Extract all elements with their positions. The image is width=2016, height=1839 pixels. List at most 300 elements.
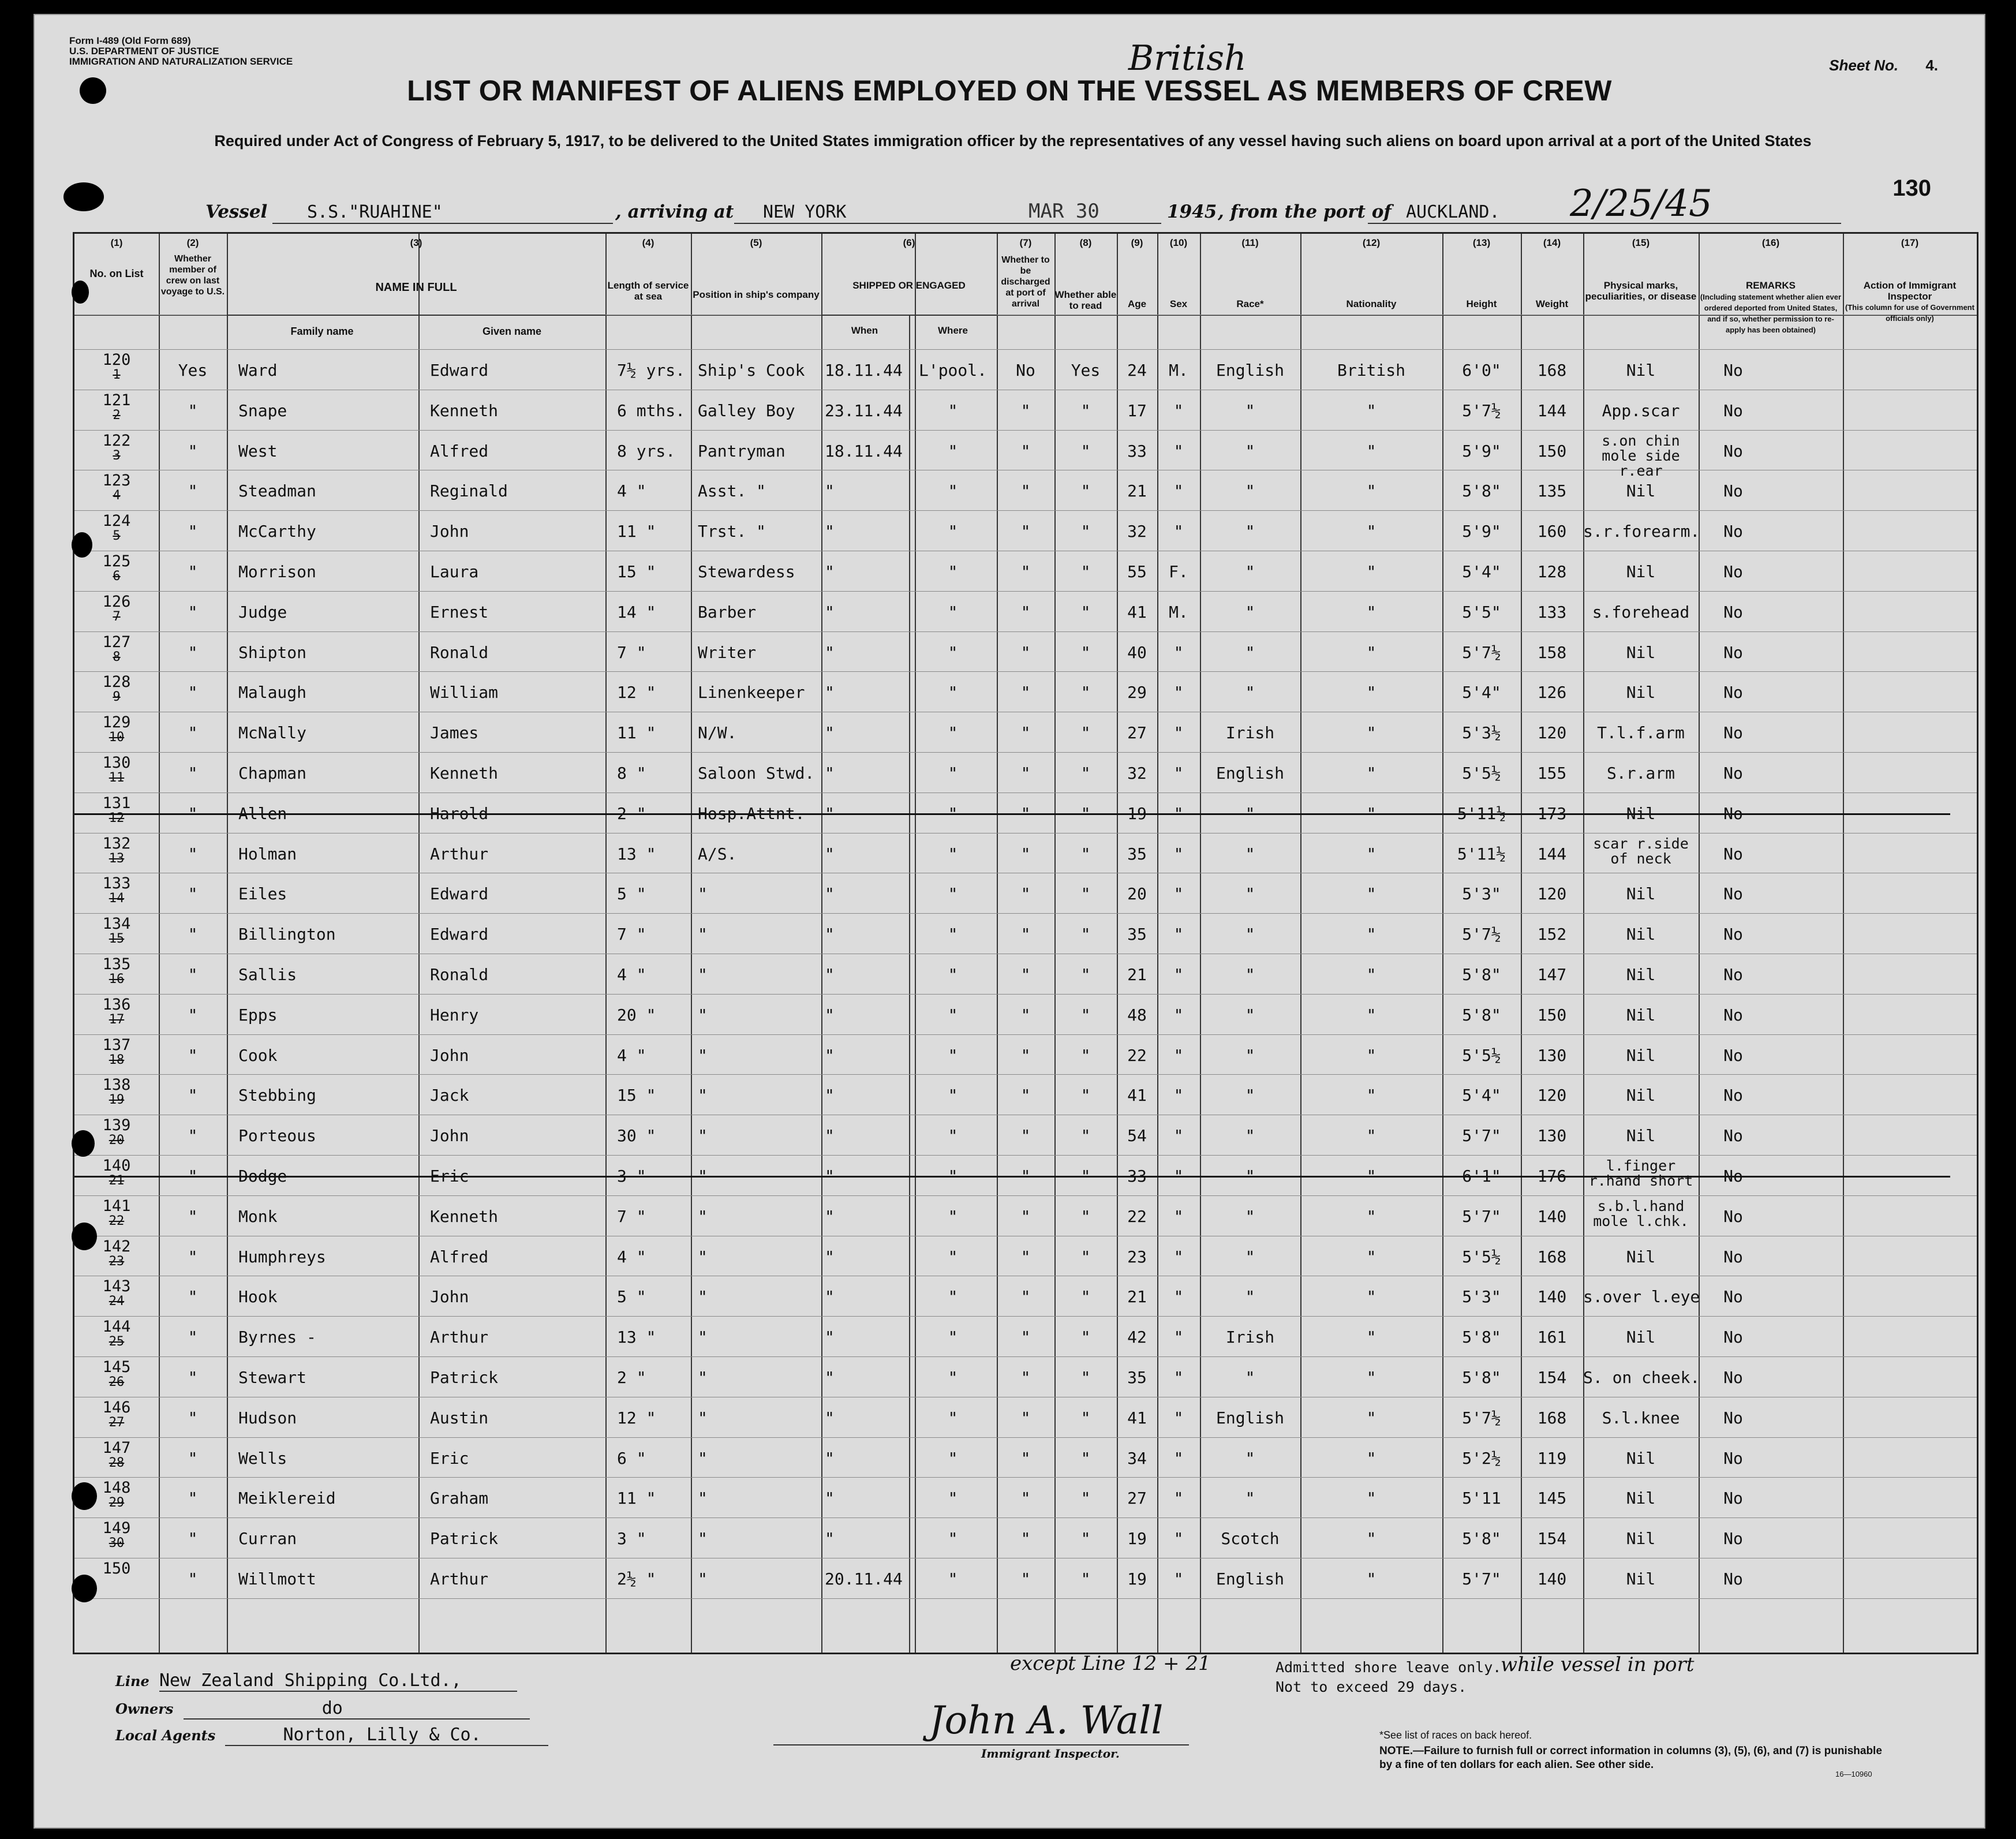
cell-race: " [1245,1005,1255,1025]
cell-physical: Nil [1626,1005,1656,1025]
cell-where: " [948,1287,958,1307]
cell-height: 5'7" [1462,1126,1501,1146]
cell-age: 23 [1127,1247,1147,1266]
column-number: (12) [1362,237,1381,248]
cell-age: 41 [1127,1086,1147,1105]
from-label: , from the port of [1218,201,1392,222]
cell-physical: Nil [1626,1126,1656,1146]
cell-length: 12 " [617,1408,656,1427]
cell-discharged: " [1020,1045,1031,1065]
header-weight: Weight [1535,298,1569,309]
cell-discharged: " [1020,1167,1031,1186]
cell-height: 5'7" [1462,1569,1501,1588]
cell-race: " [1245,522,1255,541]
cell-remarks: No [1723,965,1743,984]
cell-sex: " [1173,401,1184,420]
cell-discharged: " [1020,1448,1031,1468]
cell-sex: " [1173,764,1184,783]
cell-length: 2 " [617,803,646,823]
cell-given: Edward [430,361,489,380]
row-old-no: 18 [109,1052,125,1067]
cell-height: 6'1" [1462,1167,1501,1186]
department-name: U.S. DEPARTMENT OF JUSTICE [69,46,219,57]
table-row [74,1356,1977,1397]
cell-when: " [825,522,835,541]
cell-sex: " [1173,1489,1184,1508]
cell-weight: 119 [1537,1448,1567,1468]
cell-family: Morrison [238,562,316,581]
cell-member: " [188,1569,198,1588]
cell-family: Stewart [238,1368,307,1387]
cell-discharged: " [1020,1005,1031,1025]
cell-nationality: " [1366,723,1377,743]
cell-race: " [1245,642,1255,662]
cell-nationality: " [1366,1086,1377,1105]
table-row [74,1316,1977,1356]
row-old-no: 24 [109,1294,125,1309]
cell-race: English [1215,361,1284,380]
cell-read: " [1080,1167,1091,1186]
cell-family: Billington [238,925,336,944]
header-family-name: Family name [290,326,354,337]
row-no: 145 [102,1358,131,1376]
cell-height: 5'5½ [1462,1045,1501,1065]
cell-length: 11 " [617,522,656,541]
cell-nationality: British [1337,361,1405,380]
cell-nationality: " [1366,884,1377,904]
table-row [74,631,1977,672]
cell-height: 5'7½ [1462,642,1501,662]
cell-member: " [188,522,198,541]
cell-weight: 130 [1537,1126,1567,1146]
cell-member: " [188,803,198,823]
row-no: 141 [102,1197,131,1215]
cell-given: Jack [430,1086,469,1105]
cell-height: 5'9" [1462,522,1501,541]
cell-remarks: No [1723,481,1743,501]
cell-nationality: " [1366,522,1377,541]
row-old-no: 10 [109,730,125,745]
cell-sex: " [1173,1448,1184,1468]
cell-age: 40 [1127,642,1147,662]
cell-position: Trst. " [698,522,766,541]
cell-member: " [188,925,198,944]
cell-length: 7 " [617,1206,646,1226]
cell-read: " [1080,562,1091,581]
cell-when: " [825,723,835,743]
cell-physical: Nil [1626,562,1656,581]
cell-age: 55 [1127,562,1147,581]
cell-member: " [188,884,198,904]
cell-read: " [1080,1368,1091,1387]
table-row [74,1477,1977,1517]
punch-hole [72,532,92,558]
row-no: 149 [102,1519,131,1538]
cell-nationality: " [1366,441,1377,461]
row-old-no: 29 [109,1496,125,1511]
cell-weight: 168 [1537,1247,1567,1266]
cell-family: McCarthy [238,522,316,541]
cell-discharged: " [1020,925,1031,944]
cell-discharged: " [1020,1569,1031,1588]
cell-remarks: No [1723,723,1743,743]
cell-race: " [1245,1489,1255,1508]
cell-race: " [1245,441,1255,461]
header-whether-member: Whether member of crew on last voyage to U.S. [160,254,225,297]
cell-family: Monk [238,1206,278,1226]
header-physical: Physical marks, peculiarities, or disease [1585,280,1697,302]
cell-nationality: " [1366,764,1377,783]
cell-length: 4 " [617,965,646,984]
cell-position: N/W. [698,723,737,743]
cell-nationality: " [1366,1247,1377,1266]
cell-length: 15 " [617,562,656,581]
cell-when: " [825,1206,835,1226]
cell-discharged: " [1020,965,1031,984]
cell-member: " [188,401,198,420]
cell-discharged: " [1020,1368,1031,1387]
cell-remarks: No [1723,1005,1743,1025]
row-no: 139 [102,1116,131,1135]
row-no: 126 [102,592,131,611]
row-divider [74,1598,1977,1599]
cell-when: " [825,1005,835,1025]
cell-given: Patrick [430,1529,499,1549]
cell-position: " [698,965,708,984]
cell-family: Curran [238,1529,297,1549]
cell-given: Arthur [430,1569,489,1588]
cell-family: Dodge [238,1167,287,1186]
cell-height: 5'9" [1462,441,1501,461]
cell-height: 5'8" [1462,1368,1501,1387]
row-number [74,554,159,584]
page-subtitle: Required under Act of Congress of February 5, 1917, to be delivered to the United States immigration officer by the representatives of any vessel having such aliens on board upon arrival at a port of the United States [214,132,1812,149]
cell-length: 12 " [617,683,656,702]
cell-sex: " [1173,1287,1184,1307]
table-row [74,1155,1977,1195]
row-no: 123 [102,472,131,490]
cell-race: " [1245,1206,1255,1226]
cell-member: " [188,844,198,864]
cell-race: " [1245,803,1255,823]
cell-height: 5'8" [1462,965,1501,984]
cell-family: Shipton [238,642,307,662]
row-no: 128 [102,673,131,692]
row-old-no: 2 [113,408,121,423]
cell-when: " [825,965,835,984]
cell-family: Epps [238,1005,278,1025]
sheet-label: Sheet No. [1829,57,1899,74]
row-number [74,635,159,665]
cell-nationality: " [1366,1408,1377,1427]
cell-read: " [1080,481,1091,501]
cell-age: 19 [1127,1529,1147,1549]
year-label: 1945 [1167,201,1217,222]
cell-where: " [948,764,958,783]
cell-member: " [188,1328,198,1347]
cell-weight: 176 [1537,1167,1567,1186]
column-number: (11) [1241,237,1259,248]
cell-read: " [1080,884,1091,904]
cell-length: 30 " [617,1126,656,1146]
row-old-no: 21 [109,1173,125,1188]
cell-height: 5'2½ [1462,1448,1501,1468]
row-no: 122 [102,431,131,450]
cell-physical: Nil [1626,361,1656,380]
cell-when: 18.11.44 [825,361,903,380]
table-row [74,671,1977,712]
cell-discharged: " [1020,1086,1031,1105]
cell-remarks: No [1723,764,1743,783]
cell-member: " [188,562,198,581]
cell-member: " [188,642,198,662]
cell-where: " [948,1005,958,1025]
cell-length: 4 " [617,1045,646,1065]
cell-when: 20.11.44 [825,1569,903,1588]
cell-age: 24 [1127,361,1147,380]
cell-family: Malaugh [238,683,307,702]
header-race: Race* [1236,298,1264,309]
cell-member: " [188,965,198,984]
cell-given: Patrick [430,1368,499,1387]
cell-remarks: No [1723,884,1743,904]
row-number [74,1038,159,1068]
row-old-no: 17 [109,1012,125,1027]
cell-read: " [1080,1408,1091,1427]
column-number: (2) [186,237,199,248]
cell-physical: Nil [1626,1569,1656,1588]
cell-age: 35 [1127,925,1147,944]
cell-discharged: " [1020,803,1031,823]
cell-read: " [1080,441,1091,461]
cell-physical: Nil [1626,1448,1656,1468]
crew-table [73,232,1978,1654]
cell-sex: " [1173,925,1184,944]
cell-given: Eric [430,1448,469,1468]
cell-when: " [825,1368,835,1387]
row-number [74,1360,159,1390]
table-row [74,873,1977,913]
cell-where: " [948,925,958,944]
row-old-no: 1 [113,368,121,382]
cell-when: " [825,1045,835,1065]
cell-remarks: No [1723,1408,1743,1427]
cell-nationality: " [1366,803,1377,823]
cell-race: " [1245,602,1255,622]
cell-read: " [1080,1569,1091,1588]
cell-member: " [188,1529,198,1549]
cell-remarks: No [1723,562,1743,581]
cell-read: " [1080,1489,1091,1508]
table-row [74,591,1977,631]
cell-sex: " [1173,965,1184,984]
punch-hole [63,182,104,211]
cell-remarks: No [1723,1167,1743,1186]
cell-discharged: " [1020,1489,1031,1508]
form-header [69,36,293,67]
cell-remarks: No [1723,602,1743,622]
column-number: (6) [903,237,915,248]
cell-read: " [1080,925,1091,944]
cell-position: Galley Boy [698,401,795,420]
row-old-no: 28 [109,1455,125,1470]
cell-age: 17 [1127,401,1147,420]
cell-family: Cook [238,1045,278,1065]
cell-length: 4 " [617,481,646,501]
cell-given: Kenneth [430,764,499,783]
cell-member: " [188,1045,198,1065]
cell-height: 5'7½ [1462,1408,1501,1427]
row-no: 133 [102,874,131,893]
cell-when: " [825,844,835,864]
row-old-no: 27 [109,1415,125,1430]
cell-position: " [698,1448,708,1468]
table-row [74,1517,1977,1558]
vessel-field: S.S."RUAHINE" [272,200,613,224]
agents-label: Local Agents [115,1727,216,1744]
cell-family: Sallis [238,965,297,984]
cell-given: John [430,1045,469,1065]
strike-through-line [74,1176,1950,1178]
line-row [115,1670,517,1692]
cell-race: " [1245,683,1255,702]
cell-given: Edward [430,884,489,904]
column-number: (8) [1079,237,1092,248]
cell-race: Irish [1225,723,1275,743]
print-code: 16—10960 [1835,1770,1872,1778]
table-row [74,510,1977,551]
header-shipped: SHIPPED OR ENGAGED [852,280,966,291]
cell-when: " [825,1408,835,1427]
cell-height: 5'7" [1462,1206,1501,1226]
cell-read: " [1080,1529,1091,1549]
cell-given: Eric [430,1167,469,1186]
header-sex: Sex [1169,298,1188,309]
cell-read: " [1080,1005,1091,1025]
cell-discharged: No [1016,361,1035,380]
cell-when: " [825,764,835,783]
row-no: 148 [102,1479,131,1497]
cell-position: Barber [698,602,757,622]
cell-remarks: No [1723,1086,1743,1105]
cell-height: 5'8" [1462,1529,1501,1549]
punch-hole [80,77,106,104]
cell-read: " [1080,1328,1091,1347]
cell-length: 13 " [617,1328,656,1347]
cell-length: 20 " [617,1005,656,1025]
table-row [74,1115,1977,1155]
cell-member: " [188,1247,198,1266]
cell-nationality: " [1366,844,1377,864]
cell-remarks: No [1723,683,1743,702]
cell-when: " [825,1126,835,1146]
cell-nationality: " [1366,401,1377,420]
row-number [74,1279,159,1309]
owners-label: Owners [115,1700,174,1717]
cell-family: Porteous [238,1126,316,1146]
cell-height: 5'8" [1462,1005,1501,1025]
cell-sex: " [1173,1126,1184,1146]
cell-position: " [698,1167,708,1186]
cell-weight: 120 [1537,723,1567,743]
cell-when: " [825,1489,835,1508]
cell-position: " [698,884,708,904]
cell-member: " [188,1167,198,1186]
header-when: When [851,325,878,336]
column-number: (10) [1169,237,1188,248]
races-note: *See list of races on back hereof. [1379,1729,1532,1741]
cell-length: 5 " [617,1287,646,1307]
cell-remarks: No [1723,642,1743,662]
cell-nationality: " [1366,1569,1377,1588]
cell-height: 5'8" [1462,1328,1501,1347]
row-no: 143 [102,1277,131,1296]
cell-nationality: " [1366,1167,1377,1186]
cell-physical: Nil [1626,884,1656,904]
cell-discharged: " [1020,642,1031,662]
row-old-no: 6 [113,569,121,584]
cell-nationality: " [1366,1287,1377,1307]
column-number: (4) [642,237,654,248]
cell-remarks: No [1723,1489,1743,1508]
cell-read: " [1080,1206,1091,1226]
cell-physical: Nil [1626,1045,1656,1065]
cell-physical: Nil [1626,965,1656,984]
row-number [74,796,159,826]
cell-physical: s.forehead [1592,602,1690,622]
row-old-no: 12 [109,810,125,825]
row-no: 150 [102,1560,131,1578]
cell-when: " [825,803,835,823]
cell-height: 5'11 [1462,1489,1501,1508]
cell-height: 5'5" [1462,602,1501,622]
cell-remarks: No [1723,1287,1743,1307]
cell-physical: S.r.arm [1606,764,1675,783]
arriving-label: , arriving at [615,201,734,222]
cell-length: 2½ " [617,1569,656,1588]
cell-race: " [1245,1368,1255,1387]
cell-height: 5'3½ [1462,723,1501,743]
cell-where: " [948,723,958,743]
column-number: (1) [110,237,123,248]
cell-family: Steadman [238,481,316,501]
punch-hole [72,1130,95,1157]
cell-physical: Nil [1626,1529,1656,1549]
table-row [74,1397,1977,1437]
cell-physical: App.scar [1602,401,1680,420]
cell-height: 5'7½ [1462,401,1501,420]
cell-age: 35 [1127,844,1147,864]
row-old-no: 25 [109,1335,125,1350]
cell-read: " [1080,965,1091,984]
cell-discharged: " [1020,844,1031,864]
cell-nationality: " [1366,1489,1377,1508]
cell-read: " [1080,401,1091,420]
cell-position: Pantryman [698,441,786,461]
cell-member: " [188,1287,198,1307]
row-number [74,1078,159,1108]
cell-sex: " [1173,522,1184,541]
row-no: 137 [102,1036,131,1054]
cell-position: " [698,1408,708,1427]
cell-length: 6 " [617,1448,646,1468]
cell-where: " [948,1167,958,1186]
cell-member: " [188,1086,198,1105]
row-old-no: 14 [109,891,125,906]
handwritten-date: 2/25/45 [1570,182,1712,225]
cell-given: John [430,1126,469,1146]
cell-weight: 150 [1537,1005,1567,1025]
